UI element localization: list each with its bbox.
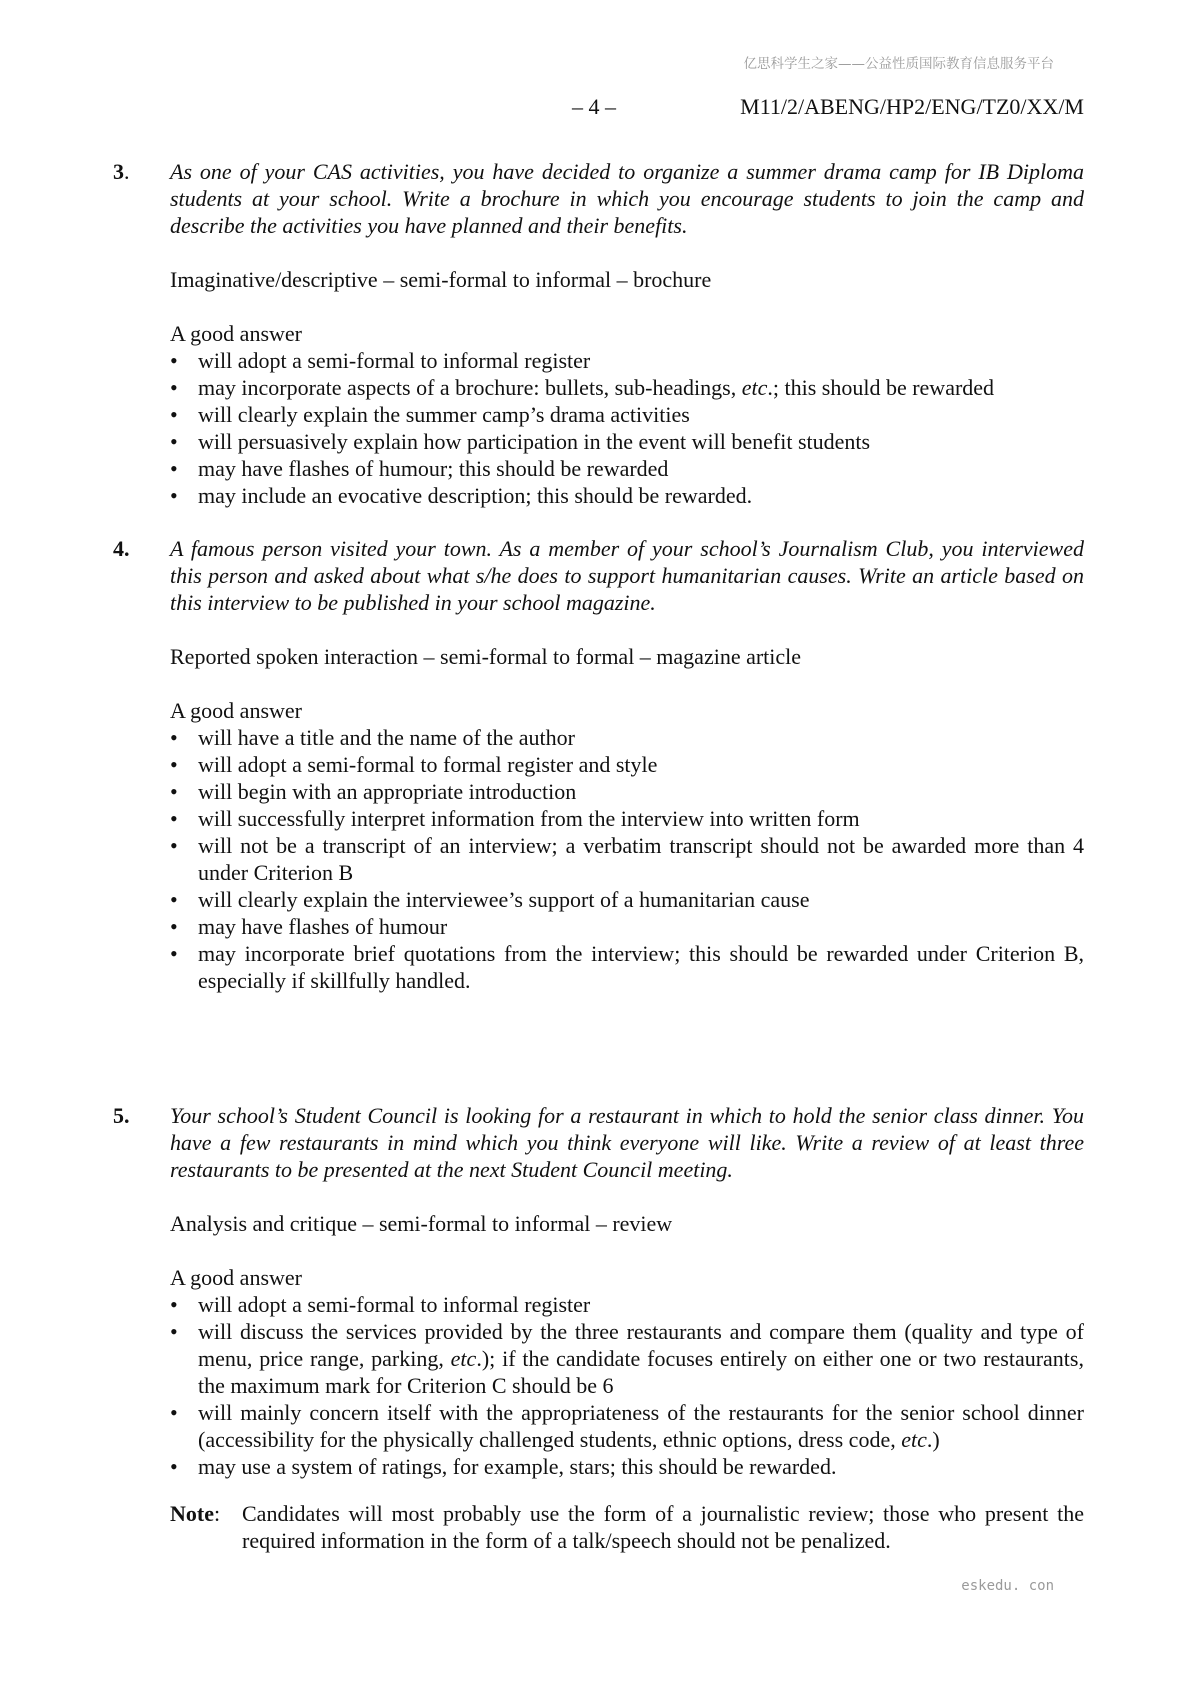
list-item: • will clearly explain the interviewee’s support of a humanitarian cause xyxy=(170,887,810,912)
watermark-top: 亿思科学生之家——公益性质国际教育信息服务平台 xyxy=(743,56,1054,72)
page-number: – 4 – xyxy=(572,94,616,119)
list-item: • will persuasively explain how participation in the event will benefit students xyxy=(170,429,871,454)
question-5 xyxy=(113,1102,1084,1480)
note-label: Note: xyxy=(170,1501,221,1526)
good-answer-label: A good answer xyxy=(170,1265,302,1290)
list-item: • will adopt a semi-formal to formal register and style xyxy=(170,752,658,777)
list-item: • will not be a transcript of an interview; a verbatim transcript should not be awarded more than 4 under Criterion B xyxy=(170,833,1084,885)
question-prompt: A famous person visited your town. As a member of your school’s Journalism Club, you interviewed this person and asked about what s/he does to support humanitarian causes. Write an article based on this interview to be published in your school magazine. xyxy=(170,536,1084,615)
examiner-note xyxy=(170,1500,1084,1554)
good-answer-label: A good answer xyxy=(170,321,302,346)
note-text: Candidates will most probably use the form of a journalistic review; those who present the required information in the form of a talk/speech should not be penalized. xyxy=(242,1501,1084,1553)
list-item: • will clearly explain the summer camp’s drama activities xyxy=(170,402,690,427)
question-number: 5. xyxy=(113,1103,130,1128)
list-item: • will mainly concern itself with the appropriateness of the restaurants for the senior school dinner (accessibility for the physically challenged students, ethnic options, dress code, etc.) xyxy=(170,1400,1084,1452)
list-item: • will adopt a semi-formal to informal register xyxy=(170,1292,591,1317)
list-item: • will begin with an appropriate introduction xyxy=(170,779,577,804)
criteria-list xyxy=(170,724,1084,994)
list-item: • may include an evocative description; this should be rewarded. xyxy=(170,483,753,508)
list-item: • may have flashes of humour; this should be rewarded xyxy=(170,456,669,481)
good-answer-label: A good answer xyxy=(170,698,302,723)
question-number: 4. xyxy=(113,536,130,561)
list-item: • will discuss the services provided by the three restaurants and compare them (quality and type of menu, price range, parking, etc.); if the candidate focuses entirely on either one or two restaurants, the maximum mark for Criterion C should be 6 xyxy=(170,1319,1084,1398)
question-3 xyxy=(113,158,1084,509)
list-item: • may use a system of ratings, for example, stars; this should be rewarded. xyxy=(170,1454,837,1479)
question-prompt: As one of your CAS activities, you have decided to organize a summer drama camp for IB Diploma students at your school. Write a brochure in which you encourage students to join the camp and describe the activities you have planned and their benefits. xyxy=(170,159,1084,238)
watermark-bottom: eskedu. con xyxy=(961,1578,1054,1594)
question-4 xyxy=(113,535,1084,994)
criteria-list xyxy=(170,347,1084,509)
question-prompt: Your school’s Student Council is looking for a restaurant in which to hold the senior class dinner. You have a few restaurants in mind which you think everyone will like. Write a review of at least three restaurants to be presented at the next Student Council meeting. xyxy=(170,1103,1084,1182)
list-item: • will have a title and the name of the author xyxy=(170,725,575,750)
text-type-line: Analysis and critique – semi-formal to informal – review xyxy=(170,1211,673,1236)
list-item: • will adopt a semi-formal to informal register xyxy=(170,348,591,373)
text-type-line: Reported spoken interaction – semi-formal to formal – magazine article xyxy=(170,644,802,669)
text-type-line: Imaginative/descriptive – semi-formal to informal – brochure xyxy=(170,267,712,292)
list-item: • will successfully interpret information from the interview into written form xyxy=(170,806,860,831)
list-item: • may incorporate brief quotations from the interview; this should be rewarded under Criterion B, especially if skillfully handled. xyxy=(170,941,1084,993)
question-number: 3. xyxy=(113,159,130,184)
list-item: • may incorporate aspects of a brochure: bullets, sub-headings, etc.; this should be rewarded xyxy=(170,375,995,400)
list-item: • may have flashes of humour xyxy=(170,914,448,939)
document-code: M11/2/ABENG/HP2/ENG/TZ0/XX/M xyxy=(740,94,1084,119)
criteria-list xyxy=(170,1291,1084,1480)
